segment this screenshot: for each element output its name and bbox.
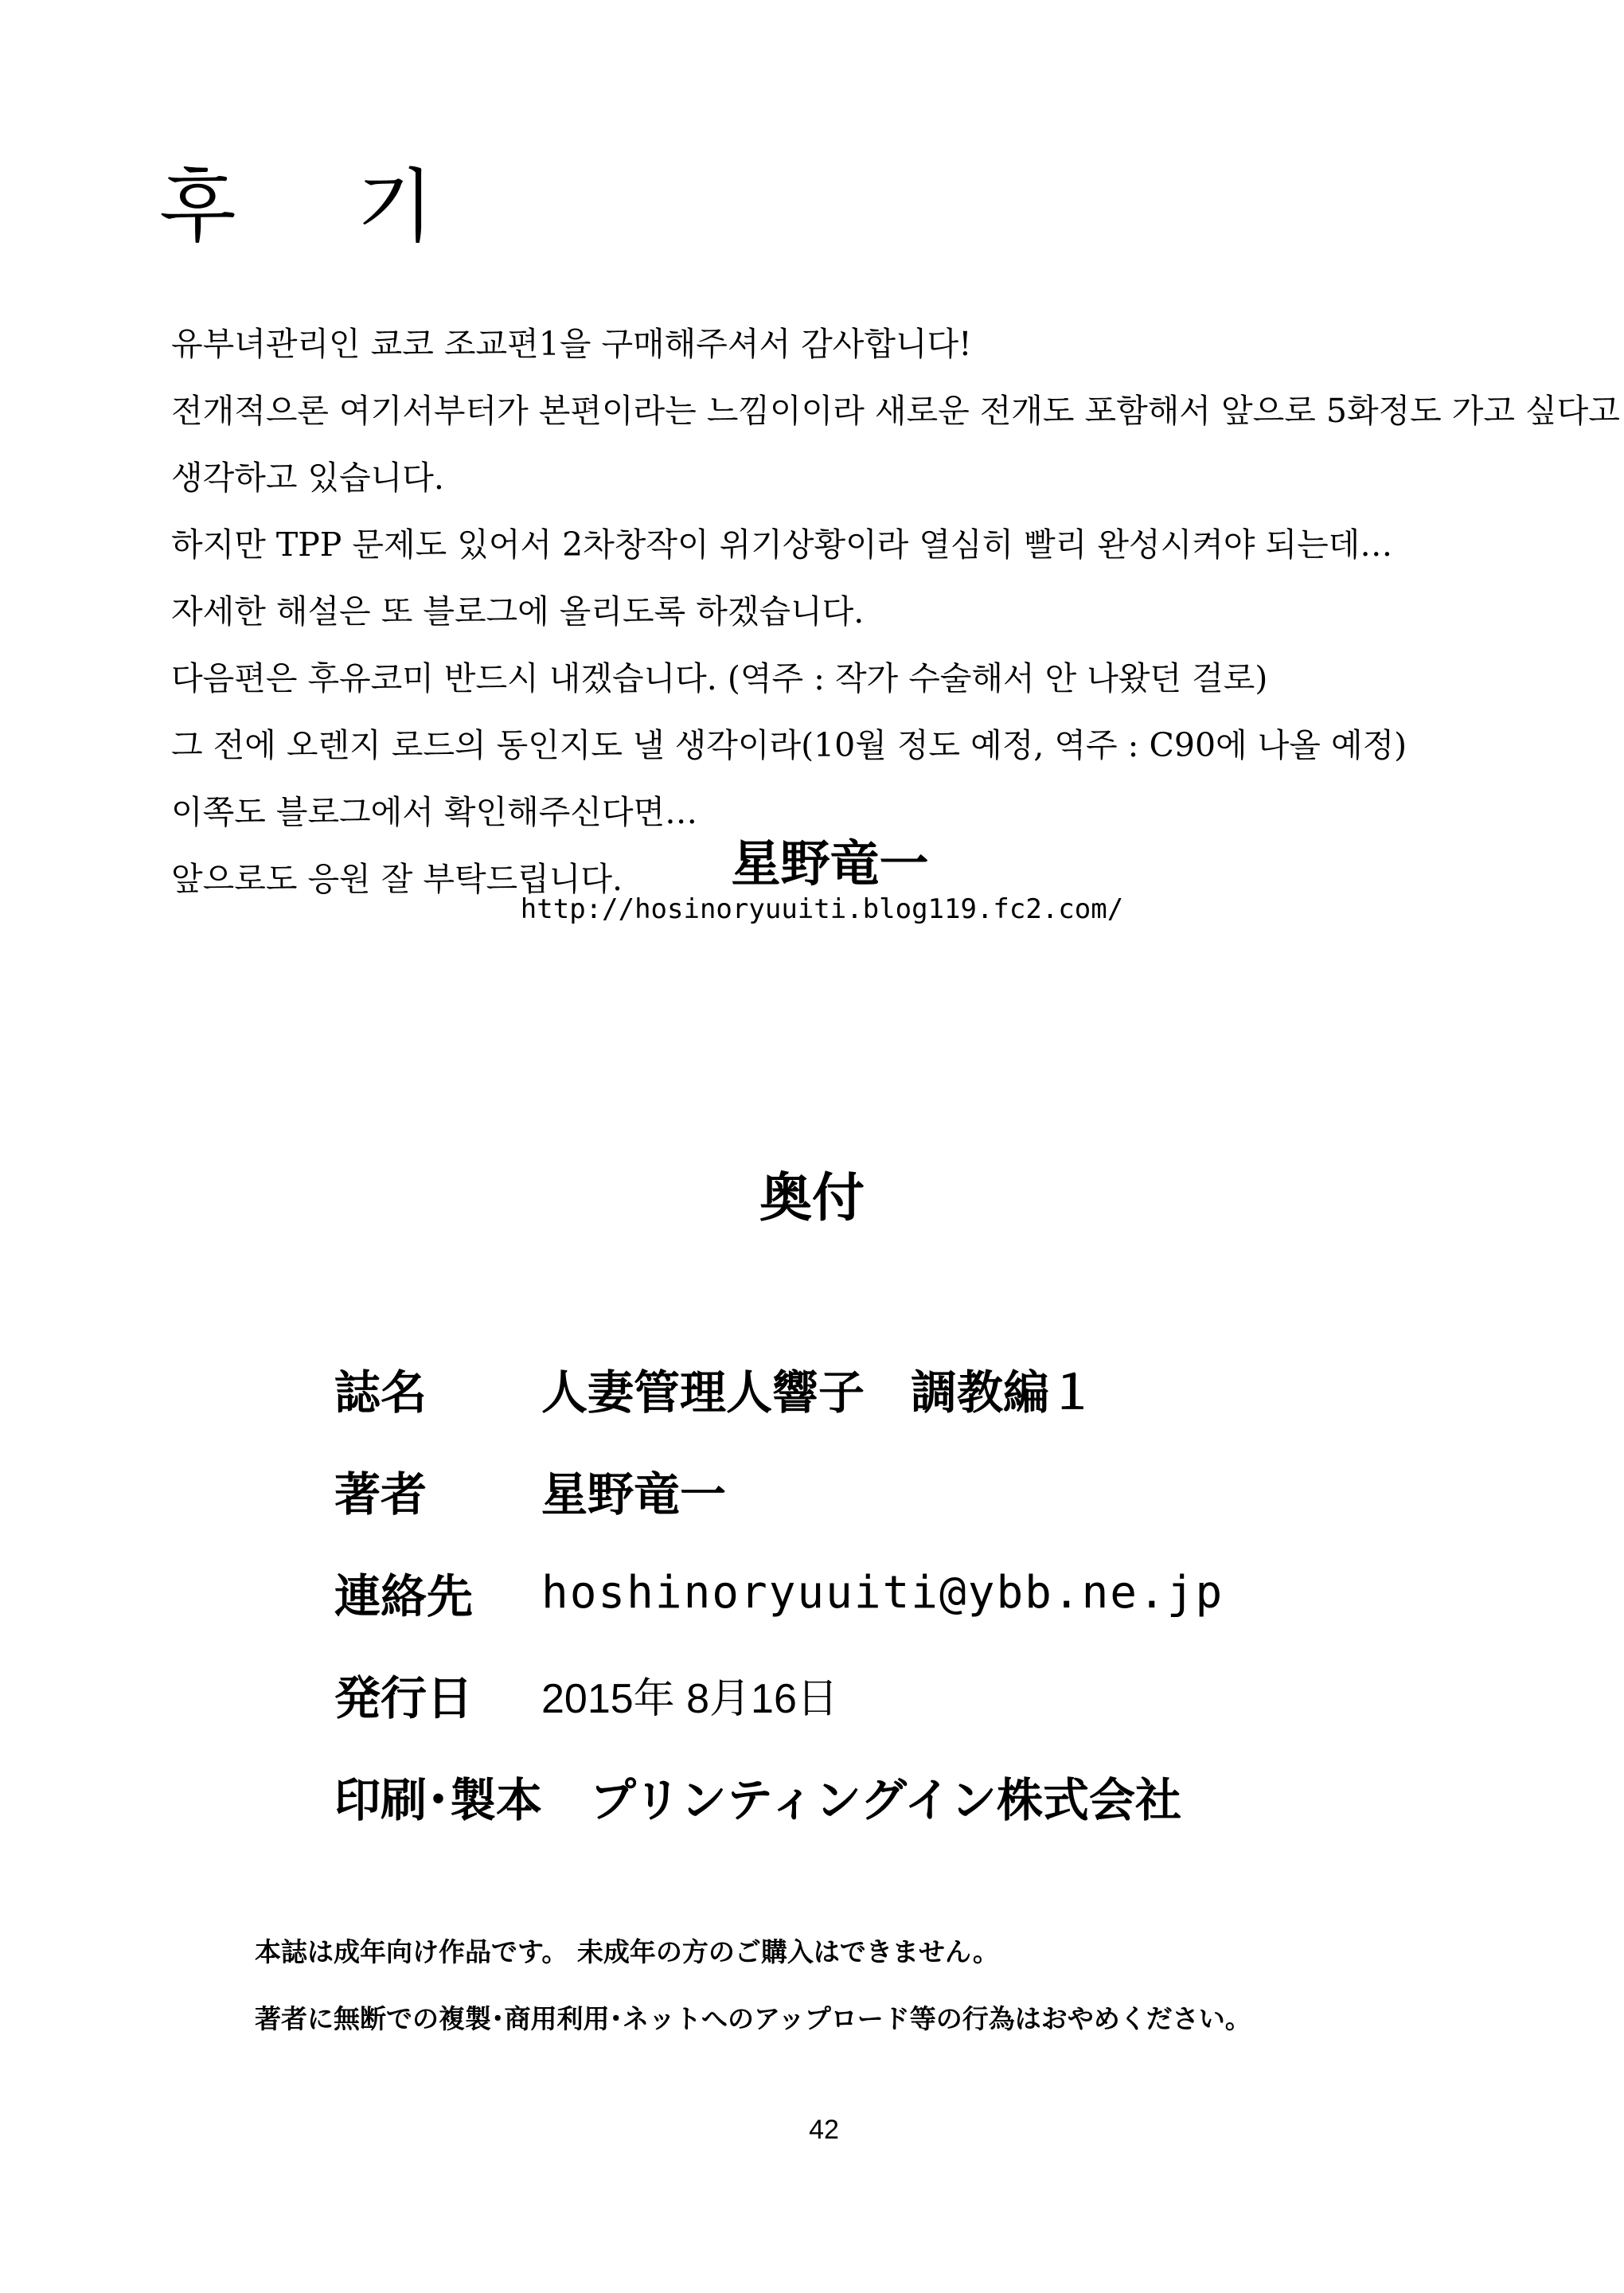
colophon-row-author (334, 1439, 1224, 1541)
blog-url: http://hosinoryuuiti.blog119.fc2.com/ (520, 893, 1124, 925)
afterword-title: 후 기 (159, 160, 482, 253)
colophon-row-printer (334, 1745, 1224, 1847)
colophon-row-title (334, 1338, 1224, 1439)
afterword-line: 하지만 TPP 문제도 있어서 2차창작이 위기상황이라 열심히 빨리 완성시켜야 되는데… (171, 525, 1393, 564)
colophon-title: 奥付 (759, 1167, 865, 1229)
afterword-line: 이쪽도 블로그에서 확인해주신다면… (171, 793, 698, 831)
afterword-line: 다음편은 후유코미 반드시 내겠습니다. (역주 : 작가 수술해서 안 나왔던 걸로) (171, 659, 1268, 697)
colophon-value: 星野竜一 (541, 1467, 727, 1522)
colophon-value: 人妻管理人響子 調教編１ (541, 1365, 1096, 1420)
author-signature: 星野竜一 (731, 834, 929, 893)
colophon-value: プリンティングイン株式会社 (590, 1773, 1181, 1827)
colophon-label: 印刷･製本 (334, 1773, 543, 1827)
afterword-line: 그 전에 오렌지 로드의 동인지도 낼 생각이라(10월 정도 예정, 역주 : C90에 나올 예정) (171, 726, 1407, 764)
notice-line: 本誌は成年向け作品です。 未成年の方のご購入はできません。 (255, 1936, 999, 1967)
colophon-label: 連絡先 (334, 1569, 474, 1623)
colophon-label: 著者 (334, 1467, 427, 1522)
afterword-line: 생각하고 있습니다. (171, 459, 444, 497)
page-number: 42 (809, 2115, 839, 2145)
afterword-line: 유부녀관리인 쿄코 조교편1을 구매해주셔서 감사합니다! (171, 325, 972, 363)
colophon-row-contact (334, 1541, 1224, 1643)
afterword-line: 자세한 해설은 또 블로그에 올리도록 하겠습니다. (171, 592, 865, 631)
notice-line: 著者に無断での複製･商用利用･ネットへのアップロード等の行為はおやめください。 (255, 2003, 1251, 2034)
afterword-line: 전개적으론 여기서부터가 본편이라는 느낌이이라 새로운 전개도 포함해서 앞으로 5화정도 가고 싶다고 (171, 392, 1620, 430)
colophon-list (334, 1338, 1224, 1847)
notices (255, 1919, 1251, 2053)
colophon-value-date: 2015年 8月16日 (541, 1675, 838, 1722)
afterword-body (171, 311, 1620, 912)
colophon-row-date (334, 1643, 1224, 1745)
colophon-label: 発行日 (334, 1671, 474, 1725)
colophon-value-email: hoshinoryuuiti@ybb.ne.jp (541, 1566, 1224, 1619)
colophon-label: 誌名 (334, 1365, 427, 1420)
afterword-line: 앞으로도 응원 잘 부탁드립니다. (171, 860, 623, 898)
